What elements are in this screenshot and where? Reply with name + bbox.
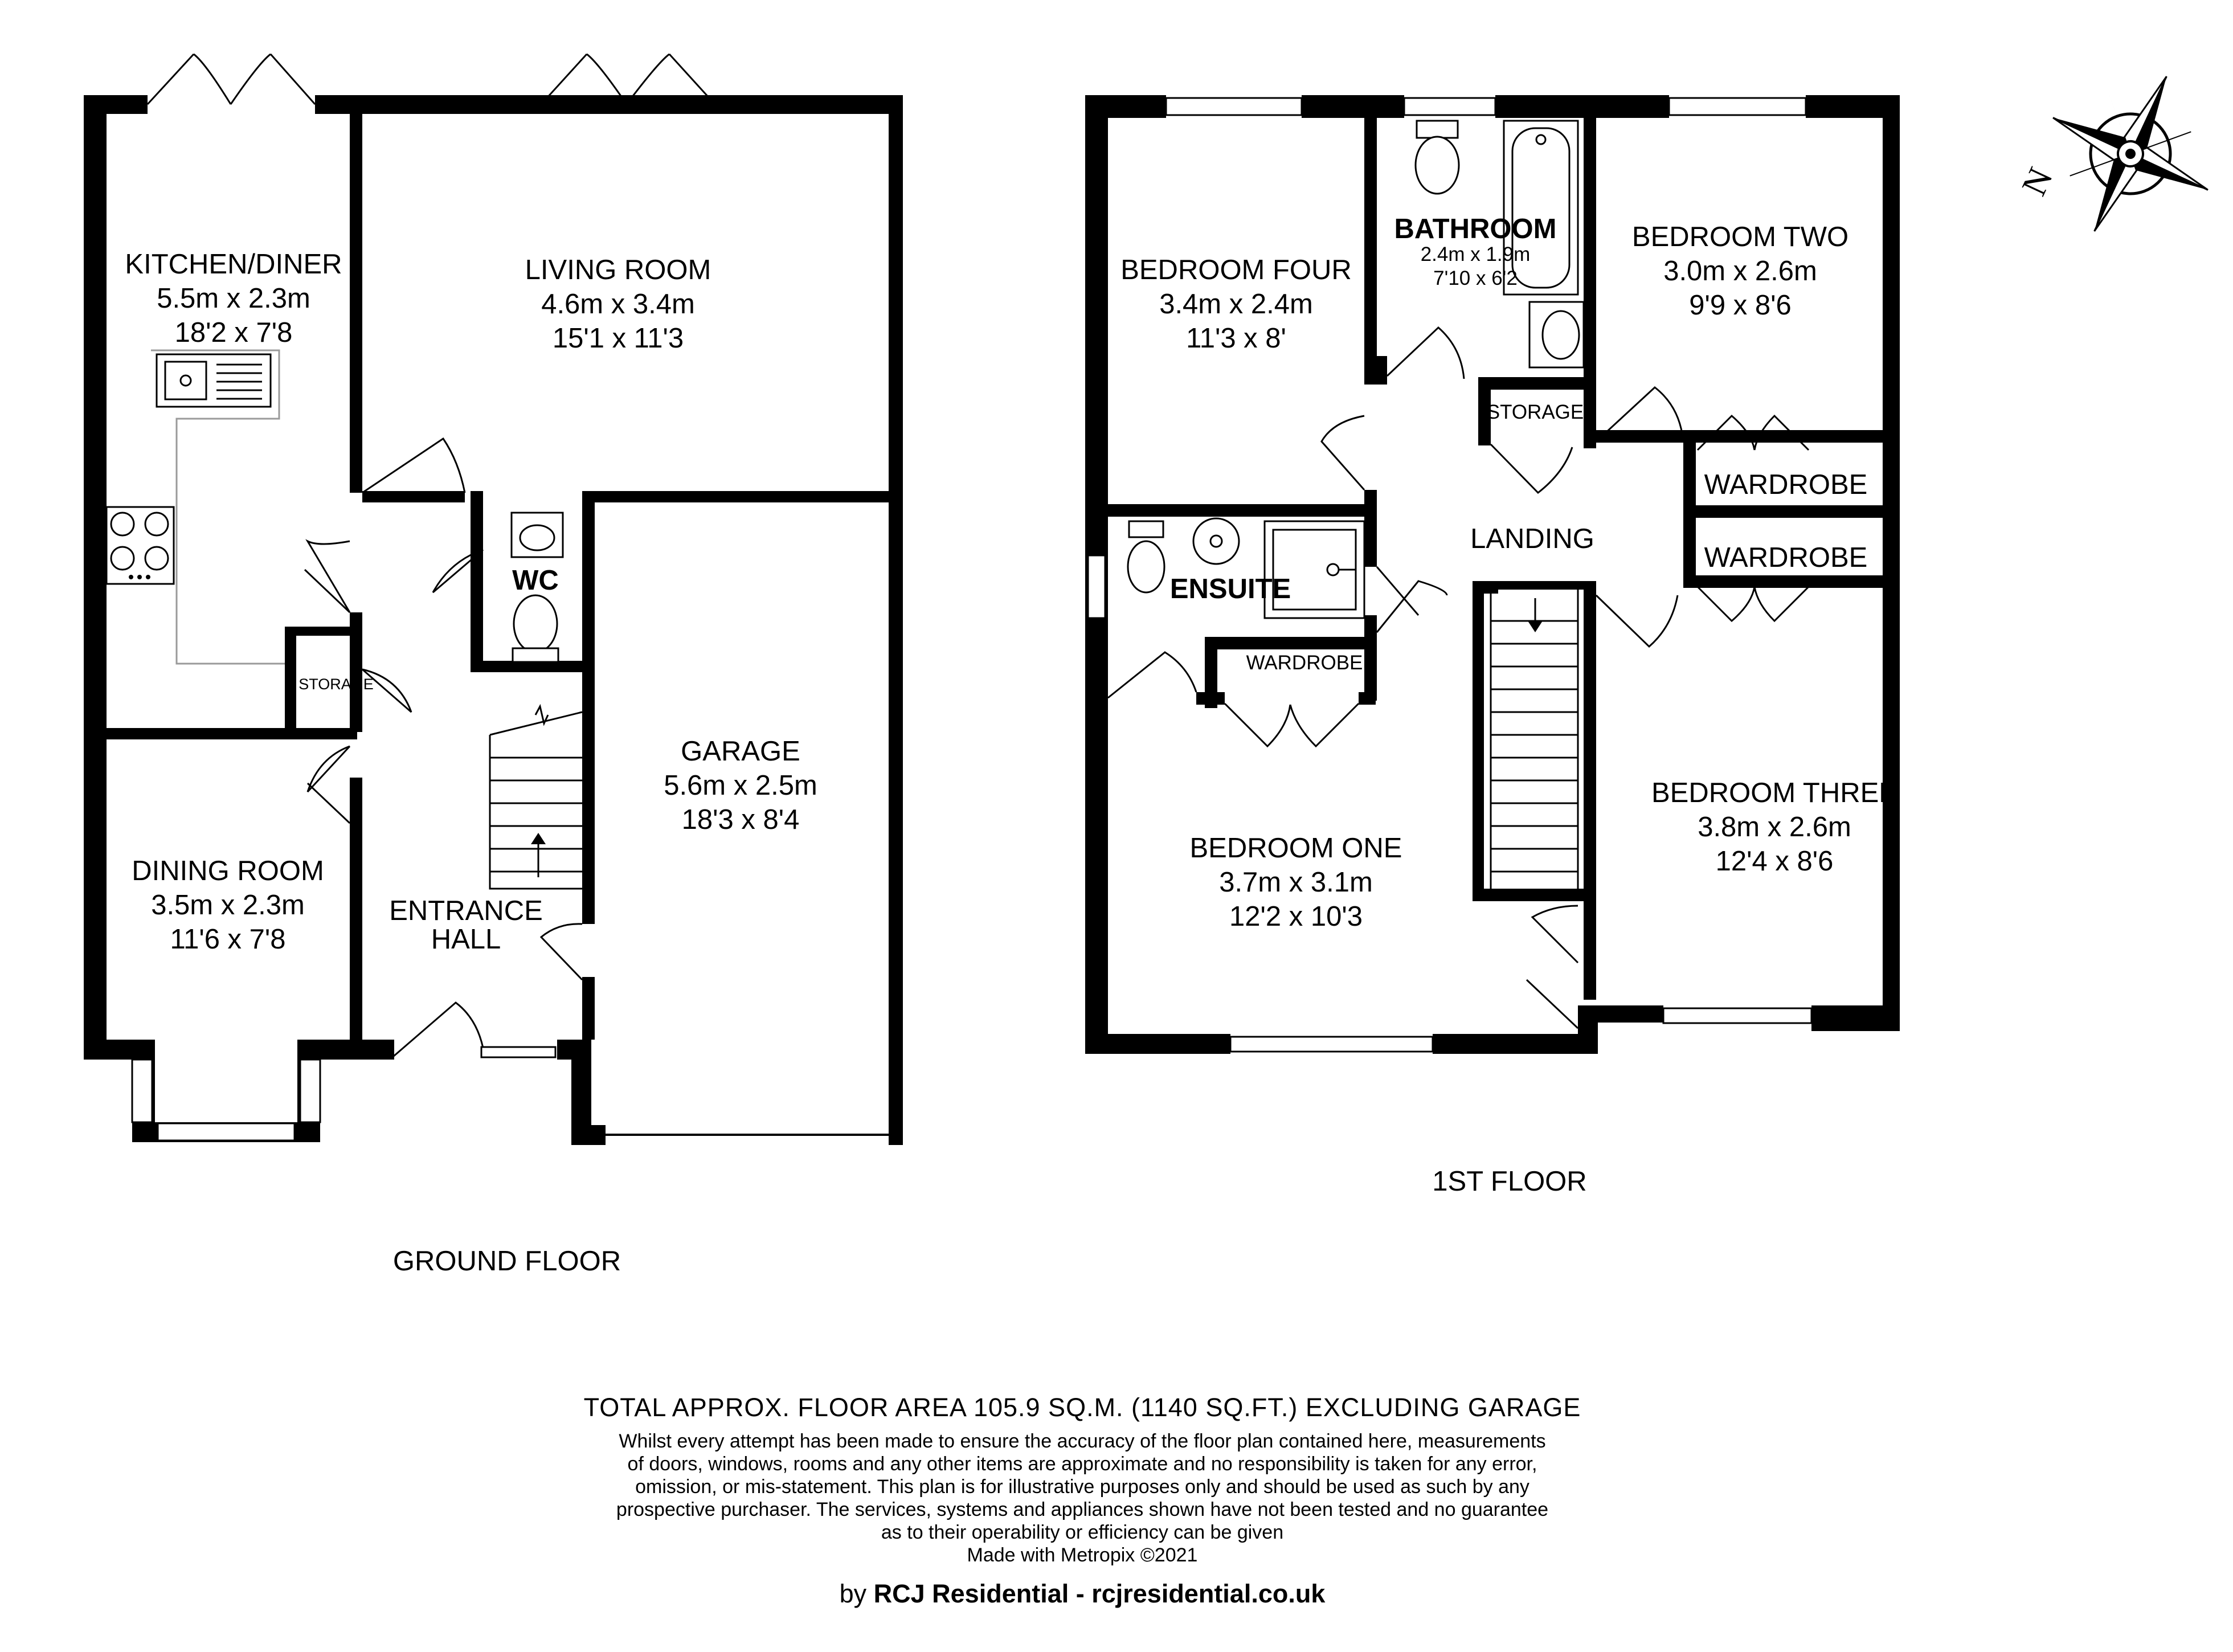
living-imperial: 15'1 x 11'3 [552,323,684,354]
ff-stairs [1491,581,1578,889]
ff-window [1404,98,1495,115]
ff-wall [1196,692,1225,705]
bed4-imperial: 11'3 x 8' [1186,323,1286,354]
garage-name: GARAGE [681,736,800,767]
compass-north-letter: N [2014,162,2061,202]
dining-imperial: 11'6 x 7'8 [170,924,286,955]
gf-wall [582,491,595,924]
bed1-imperial: 12'2 x 10'3 [1229,901,1363,932]
ensuite-basin-icon [1193,518,1239,564]
credit-company: RCJ Residential - rcjresidential.co.uk [873,1579,1326,1608]
bed1-name: BEDROOM ONE [1189,833,1402,864]
gf-wall [471,491,483,668]
gf-wall [84,95,107,1060]
ff-wall [1584,118,1596,448]
bed1-metric: 3.7m x 3.1m [1219,867,1373,898]
ff-wall [1683,505,1888,518]
toilet-icon [1416,121,1459,194]
ff-wall [1473,889,1589,901]
dining-name: DINING ROOM [132,856,324,886]
kitchen-metric: 5.5m x 2.3m [157,283,310,314]
disclaimer-line: Whilst every attempt has been made to ensure the accuracy of the floor plan contained here, measurements [619,1430,1546,1452]
wc-name: WC [512,565,559,596]
ff-wall [1364,118,1377,383]
garage-imperial: 18'3 x 8'4 [681,804,800,835]
gf-wall [362,491,465,502]
gf-window [300,1060,320,1122]
gf-wall [297,1040,394,1060]
garage-metric: 5.6m x 2.5m [664,770,817,801]
sink-icon [157,354,271,407]
wc-basin-icon [512,513,563,557]
ground-floor-plan [84,54,903,1277]
ff-wall [1584,430,1888,443]
ff-wall [1578,1005,1663,1023]
dining-metric: 3.5m x 2.3m [151,890,305,921]
kitchen-imperial: 18'2 x 7'8 [174,317,293,348]
ff-wall [1364,615,1377,701]
gf-wall [107,728,357,739]
kitchen-name: KITCHEN/DINER [125,249,342,280]
gf-stairs [490,706,582,889]
gf-wall [889,95,903,1145]
gf-window [132,1060,152,1122]
ff-window [1166,98,1302,115]
ff-wall [1302,95,1404,118]
ensuite-name: ENSUITE [1169,574,1291,604]
gf-wall [350,114,362,493]
gf-wall [315,95,903,114]
ensuite-toilet-icon [1128,521,1164,592]
gf-wall [285,627,296,735]
ff-window [1230,1037,1433,1052]
ff-wall [1683,575,1888,588]
ff-wall [1205,637,1376,649]
ff-wall [1364,356,1387,385]
gf-wall [582,977,595,1040]
landing-name: LANDING [1470,524,1594,554]
disclaimer-line: omission, or mis-statement. This plan is for illustrative purposes only and should be used as such by any [635,1476,1529,1498]
gf-storage-name: STORAGE [298,676,374,693]
ff-wall [1478,377,1584,390]
gf-wall [285,627,353,636]
gf-window [158,1123,295,1140]
ff-wall [1481,581,1498,594]
bed3-imperial: 12'4 x 8'6 [1715,846,1834,877]
disclaimer-line: as to their operability or efficiency can be given [881,1522,1284,1543]
ff-wall [1584,581,1596,1000]
ff-wall [1883,95,1900,1031]
hall-name-line1: ENTRANCE [389,895,543,926]
basin-icon [1529,302,1584,367]
ff-wall [1811,1005,1900,1031]
gf-front-door-panel [481,1047,555,1057]
ff-wall [1364,490,1377,567]
disclaimer-line: of doors, windows, rooms and any other items are approximate and no responsibility is taken for any error, [627,1453,1537,1475]
total-floor-area: TOTAL APPROX. FLOOR AREA 105.9 SQ.M. (1140 SQ.FT.) EXCLUDING GARAGE [583,1393,1581,1422]
ff-window [1663,1008,1811,1023]
first-floor-plan [1085,95,1900,1197]
ff-wall [1108,504,1376,517]
bed2-imperial: 9'9 x 8'6 [1689,290,1792,321]
gf-wall [587,491,903,502]
ff-wall [1359,692,1376,705]
living-name: LIVING ROOM [525,255,711,285]
bathroom-metric: 2.4m x 1.9m [1420,243,1531,265]
first-floor-label: 1ST FLOOR [1432,1166,1587,1197]
ff-wall [1495,95,1669,118]
bed2-name: BEDROOM TWO [1631,222,1849,252]
bed4-name: BEDROOM FOUR [1120,255,1352,285]
ff-storage-name: STORAGE [1486,401,1584,423]
ground-floor-label: GROUND FLOOR [392,1246,621,1277]
gf-wall [350,778,362,1051]
ff-wall [1473,581,1484,900]
bed3-metric: 3.8m x 2.6m [1698,812,1851,843]
living-metric: 4.6m x 3.4m [541,289,695,320]
hall-name-line2: HALL [431,924,501,955]
ff-window [1088,555,1105,618]
wardrobe2-name: WARDROBE [1704,542,1868,573]
bathroom-name: BATHROOM [1394,214,1557,244]
wc-toilet-icon [513,595,558,662]
credit-line [513,1579,1652,1609]
disclaimer [513,1430,1652,1567]
disclaimer-line: prospective purchaser. The services, systems and appliances shown have not been tested and no guarantee [616,1499,1549,1520]
ff-window [1669,98,1806,115]
ff-wall [1085,1034,1230,1054]
wardrobe3-name: WARDROBE [1246,652,1363,674]
bathroom-imperial: 7'10 x 6'2 [1433,267,1518,289]
bed3-name: BEDROOM THREE [1651,778,1897,808]
hob-icon [107,507,174,584]
wardrobe1-name: WARDROBE [1704,469,1868,500]
bed2-metric: 3.0m x 2.6m [1663,256,1817,287]
credit-prefix: by [839,1579,874,1608]
disclaimer-line: Made with Metropix ©2021 [967,1544,1198,1566]
ff-wall [1433,1034,1578,1054]
bed4-metric: 3.4m x 2.4m [1159,289,1313,320]
compass-icon [2014,40,2233,268]
gf-wall [571,1125,606,1145]
